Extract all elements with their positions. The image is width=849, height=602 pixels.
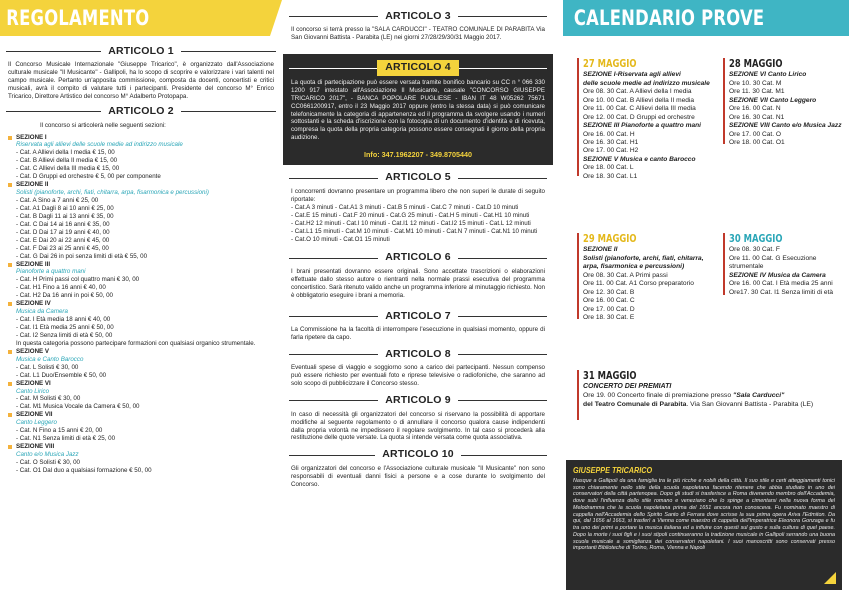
category-item: - Cat. M1 Musica Vocale da Camera € 50, 00 xyxy=(16,403,140,411)
day-section: SEZIONE VI Canto Lirico xyxy=(729,71,807,79)
sezione-block xyxy=(0,134,282,182)
day-section: SEZIONE IV Musica da Camera xyxy=(729,271,826,279)
day-slot: Ore 17. 00 Cat. O xyxy=(729,130,782,138)
articolo-8-heading: ARTICOLO 8 xyxy=(289,348,547,361)
articolo-4-text: La quota di partecipazione può essere versata tramite bonifico bancario su CC n ° 066 330 1200 917 intestato all'Associazione Il Musicante, causale "CONCORSO GIUSEPPE TRICARICO 2017", - BANCA POPOLARE PUGLIESE - IBAN IT 48 W05262 75671 CC0661200917, entro il 23 Maggio 2017 oppure (entro la stessa data) si può comunicare telefonicamente la categoria di appartenenza ed il programma da svolgere usando i numeri sottostanti e la scheda d'iscrizione con la fotocopia di un documento d'identità e di ricevuta, compresa la quota della propria categoria possono essere consegnati il giorno della propria audizione. xyxy=(291,78,545,142)
articolo-5-durations xyxy=(283,204,553,244)
sezione-subtitle: Musica da Camera xyxy=(16,308,68,316)
sezione-subtitle: Musica e Canto Barocco xyxy=(16,355,84,363)
bio-decoration-icon xyxy=(824,572,836,584)
category-item: - Cat. O1 Dal duo a qualsiasi formazione € 50, 00 xyxy=(16,466,152,474)
day-section: Solisti (pianoforte, archi, fiati, chitarra, xyxy=(583,254,704,262)
day-accent-bar xyxy=(577,58,579,176)
day-slot: Ore 08. 30 Cat. A Allievi della I media xyxy=(583,88,692,96)
sezione-title: SEZIONE I xyxy=(16,134,282,142)
day-section: SEZIONE III Pianoforte a quattro mani xyxy=(583,122,701,130)
sezione-subtitle: Canto Lirico xyxy=(16,387,50,395)
articolo-10-text: Gli organizzatori del concorso e l'Associazione culturale musicale "Il Musicante" non sono responsabili di eventuali danni fisici a persone e a cose durante lo svolgimento del Concorso. xyxy=(291,464,545,488)
day-slot: Ore 12. 30 Cat. B xyxy=(583,288,635,296)
articolo-3-heading: ARTICOLO 3 xyxy=(289,10,547,23)
day-slot: Ore 16. 00 Cat. H xyxy=(583,130,635,138)
concerto-address: . Via San Giovanni Battista - Parabita (LE) xyxy=(686,401,814,409)
day-slot: Ore 18. 00 Cat. L xyxy=(583,164,634,172)
day-date: 28 MAGGIO xyxy=(729,58,783,70)
day-accent-bar xyxy=(723,58,725,144)
category-item: - Cat. G Dai 26 in poi senza limiti di età € 55, 00 xyxy=(16,252,148,260)
category-item: - Cat. D Gruppi ed orchestre € 5, 00 per componente xyxy=(16,173,161,181)
day-slot: Ore 10. 30 Cat. M xyxy=(729,79,782,87)
regolamento-title: REGOLAMENTO xyxy=(6,6,150,30)
day-date: 30 MAGGIO xyxy=(729,233,783,245)
sezione-block xyxy=(0,380,282,412)
sezione-title: SEZIONE V xyxy=(16,348,282,356)
day-31-date: 31 MAGGIO xyxy=(583,370,637,382)
sezione-block xyxy=(0,300,282,348)
category-item: - Cat. A Sino a 7 anni € 25, 00 xyxy=(16,197,99,204)
articolo-4-heading: ARTICOLO 4 xyxy=(289,60,547,75)
category-item: - Cat. A Allievi della I media € 15, 00 xyxy=(16,149,115,157)
duration-line: - Cat.L1 15 minuti - Cat.M 10 minuti - Cat.M1 10 minuti - Cat.N 7 minuti - Cat.N1 10 minuti xyxy=(291,227,538,235)
duration-line: - Cat.H2 12 minuti - Cat.I 10 minuti - Cat.I1 12 minuti - Cat.I2 15 minuti - Cat.L 12 minuti xyxy=(291,219,531,227)
articolo-3-text: Il concorso si terrà presso la "SALA CARDUCCI" - TEATRO COMUNALE DI PARABITA Via San Giovanni Battista - Parabita (LE) nei giorni 27/28/29/30/31 Maggio 2017. xyxy=(291,26,545,42)
category-item: - Cat. F Dai 23 ai 25 anni € 45, 00 xyxy=(16,244,109,252)
category-item: - Cat. H1 Fino a 16 anni € 40, 00 xyxy=(16,284,106,292)
articolo-5-text: I concorrenti dovranno presentare un programma libero che non superi le durate di seguito riportate: xyxy=(291,187,545,203)
day-section: arpa, fisarmonica e percussioni) xyxy=(583,263,685,271)
day-section: SEZIONE V Musica e canto Barocco xyxy=(583,155,696,163)
day-slot: Ore 16. 00 Cat. N xyxy=(729,105,781,113)
sezione-title: SEZIONE III xyxy=(16,261,282,269)
articolo-7-text: La Commissione ha la facoltà di interrompere l'esecuzione in qualsiasi momento, oppure di farla ripetere da capo. xyxy=(291,326,545,342)
concerto-venue: "Sala Carducci" xyxy=(733,392,785,400)
day-slot: Ore17. 30 Cat. I1 Senza limiti di età xyxy=(729,288,834,296)
bio-box xyxy=(566,460,842,590)
day-section: SEZIONE VIII Canto e/o Musica Jazz xyxy=(729,122,842,130)
bio-text: Nasque a Gallipoli da una famiglia tra le più ricche e nobili della città. Il suo stile e certi atteggiamenti tonici sono chiaramente nello stile della scuola napoletana facendo ritenere che abbia studiato in uno dei conservatori della città partenopea. Dopo gli studi si trasferisce a Roma divenendo membro dell'Accademia, dove subì l'influenza dello stile romano e veneziano che lo spinge a cimentarsi nella nuova forma del Melodramma che la scuola napoletana prima del 1651 ancora non conosceva. Fu nominato maestro di cappella nell'Accademia dello Spirito Santo di Ferrara dove scrisse la sua prima opera Ariva l'Edmiton. Da qui, dal 1656 al 1663, si trasferì a Vienna come maestro di cappella dell'Imperatrice Eleonora Gonzaga e fu tra uno dei primi a portare la musica italiana ed a influire con questi sul gusto e sulla cultura di quel paese. Dopo la morte i suoi figli e i suoi stipoli continueranno la tradizione musicale in Gallipoli serrando una buona scuola musicale a somiglianza dei conservatori napoletani. I suoi manoscritti sono conservati presso importanti Biblioteche di Torino, Roma, Vienna e Napoli xyxy=(573,477,835,552)
category-item: - Cat. H Primi passi col quattro mani € 30, 00 xyxy=(16,276,140,284)
articolo-9-heading: ARTICOLO 9 xyxy=(289,394,547,407)
day-slot: Ore 18. 30 Cat. E xyxy=(583,313,635,321)
day-slot: Ore 16. 00 Cat. I Età media 25 anni xyxy=(729,280,833,288)
day-slot: strumentale xyxy=(729,263,764,271)
duration-line: - Cat.A 3 minuti - Cat.A1 3 minuti - Cat.B 5 minuti - Cat.C 7 minuti - Cat.D 10 minuti xyxy=(291,203,519,211)
articolo-4-box xyxy=(283,54,553,165)
concerto-line1a: Ore 19. 00 Concerto finale di premiazione presso xyxy=(583,392,733,400)
day-date: 27 MAGGIO xyxy=(583,58,637,70)
sezione-title: SEZIONE II xyxy=(16,181,282,189)
articolo-2-intro: Il concorso si articolerà nelle seguenti sezioni: xyxy=(40,121,166,129)
regolamento-column xyxy=(0,0,282,602)
day-slot: Ore 11. 30 Cat. M1 xyxy=(729,88,785,96)
category-item: - Cat. I2 Senza limiti di età € 50, 00 xyxy=(16,331,113,339)
day-accent-bar xyxy=(577,233,579,319)
sezione-block xyxy=(0,181,282,260)
day-slot: Ore 08. 30 Cat. F xyxy=(729,246,780,254)
articolo-2-heading: ARTICOLO 2 xyxy=(6,105,276,118)
day-section: SEZIONE VII Canto Leggero xyxy=(729,96,817,104)
day-27-maggio xyxy=(577,58,727,181)
category-item: - Cat. L Solisti € 30, 00 xyxy=(16,363,79,371)
sezione-title: SEZIONE VI xyxy=(16,380,282,388)
articolo-6-text: I brani presentati dovranno essere originali. Sono accettate trascrizioni o elaborazioni effettuate dallo stesso autore o rientranti nella normale prassi esecutiva del programma concertistico. Sarà ritenuto valido anche un programma inferiore al minutaggio richiesto. Non è obbligatorio eseguire i brani a memoria. xyxy=(291,267,545,299)
category-item: - Cat. B Dagli 11 ai 13 anni € 35, 00 xyxy=(16,212,114,220)
bio-title: GIUSEPPE TRICARICO xyxy=(573,465,653,475)
category-item: - Cat. H2 Da 16 anni in poi € 50, 00 xyxy=(16,292,113,300)
calendario-title: CALENDARIO PROVE xyxy=(573,6,765,30)
day-slot: Ore 16. 30 Cat. N1 xyxy=(729,113,785,121)
day-slot: Ore 12. 00 Cat. D Gruppi ed orchestre xyxy=(583,113,695,121)
articolo-8-text: Eventuali spese di viaggio e soggiorno sono a carico dei partecipanti. Nessun compenso può essere richiesto per eventuali foto e riprese televisive o radiofoniche, che saranno ad solo scopo di pubblicizzare il Concorso stesso. xyxy=(291,364,545,388)
day-slot: Ore 16. 30 Cat. H1 xyxy=(583,138,639,146)
sezione-subtitle: Canto e/o Musica Jazz xyxy=(16,451,79,458)
day-slot: Ore 16. 00 Cat. C xyxy=(583,297,635,305)
articolo-1-text: Il Concorso Musicale Internazionale "Giuseppe Tricarico", è organizzato dall'Associazione culturale musicale "Il Musicante" - Gallipoli, ha lo scopo di scoprire e valorizzare i vari talenti nel campo musicale. Pertanto un'apposita commissione, composta da docenti, concertisti e critici musicali, avrà il compito di valutare tutti i partecipanti. Presidente del concorso M° Enrico Tricarico, Direttore Artistico del concorso M° Adalberto Protopapa. xyxy=(8,61,274,101)
category-item: - Cat. C Dai 14 ai 16 anni € 35, 00 xyxy=(16,220,110,228)
sezione-title: SEZIONE VIII xyxy=(16,443,282,451)
day-slot: Ore 18. 30 Cat. L1 xyxy=(583,172,638,180)
sections-list xyxy=(0,134,282,475)
day-slot: Ore 08. 30 Cat. A Primi passi xyxy=(583,271,668,279)
articolo-10-heading: ARTICOLO 10 xyxy=(289,448,547,461)
info-phone[interactable]: Info: 347.1962207 - 349.8705440 xyxy=(364,150,472,160)
calendario-column xyxy=(563,0,849,602)
sezione-block xyxy=(0,411,282,443)
calendario-banner xyxy=(563,0,849,36)
day-slot: Ore 11. 00 Cat. G Esecuzione xyxy=(729,254,817,262)
day-slot: Ore 17. 00 Cat. D xyxy=(583,305,635,313)
day-section: SEZIONE I-Riservata agli allievi xyxy=(583,71,681,79)
category-item: - Cat. O Solisti € 30, 00 xyxy=(16,458,80,466)
sezione-subtitle: Solisti (pianoforte, archi, fiati, chitarra, arpa, fisarmonica e percussioni) xyxy=(16,189,209,197)
day-slot: Ore 11. 00 Cat. C Allievi della III media xyxy=(583,105,696,113)
category-item: - Cat. M Solisti € 30, 00 xyxy=(16,395,81,403)
articolo-5-heading: ARTICOLO 5 xyxy=(289,171,547,184)
day-29-maggio xyxy=(577,233,727,322)
sezione-subtitle: Pianoforte a quattro mani xyxy=(16,268,86,276)
sezione-title: SEZIONE VII xyxy=(16,411,282,419)
sezione-block xyxy=(0,261,282,301)
day-slot: Ore 17. 00 Cat. H2 xyxy=(583,147,639,155)
articolo-7-heading: ARTICOLO 7 xyxy=(289,310,547,323)
day-30-maggio xyxy=(723,233,849,297)
sezione-block xyxy=(0,443,282,475)
category-item: - Cat. I Età media 18 anni € 40, 00 xyxy=(16,316,111,324)
day-section: SEZIONE II xyxy=(583,246,618,254)
day-section: delle scuole medie ad indirizzo musicale xyxy=(583,79,710,87)
day-accent-bar xyxy=(723,233,725,295)
regolamento-banner xyxy=(0,0,282,36)
category-item: - Cat. N1 Senza limiti di età € 25, 00 xyxy=(16,435,116,443)
sezione-subtitle: Riservata agli allievi delle scuole medie ad indirizzo musicale xyxy=(16,141,183,149)
concerto-title: CONCERTO DEI PREMIATI xyxy=(583,383,672,391)
concerto-theatre: del Teatro Comunale di Parabita xyxy=(583,401,687,409)
articolo-6-heading: ARTICOLO 6 xyxy=(289,251,547,264)
day-date: 29 MAGGIO xyxy=(583,233,637,245)
articolo-1-heading: ARTICOLO 1 xyxy=(6,45,276,58)
category-item: - Cat. E Dai 20 ai 22 anni € 45, 00 xyxy=(16,236,110,244)
category-item: In questa categoria possono partecipare formazioni con qualsiasi organico strumentale. xyxy=(16,339,256,347)
sezione-block xyxy=(0,348,282,380)
day-slot: Ore 11. 00 Cat. A1 Corso preparatorio xyxy=(583,280,694,288)
day-28-maggio xyxy=(723,58,849,147)
duration-line: - Cat.O 10 minuti - Cat.O1 15 minuti xyxy=(291,235,390,243)
category-item: - Cat. I1 Età media 25 anni € 50, 00 xyxy=(16,324,114,331)
duration-line: - Cat.E 15 minuti - Cat.F 20 minuti - Cat.G 25 minuti - Cat.H 5 minuti - Cat.H1 10 minuti xyxy=(291,211,530,219)
category-item: - Cat. L1 Duo/Ensemble € 50, 00 xyxy=(16,371,107,379)
day-31-maggio xyxy=(577,370,847,410)
category-item: - Cat. N Fino a 15 anni € 20, 00 xyxy=(16,427,103,435)
day-slot: Ore 18. 00 Cat. O1 xyxy=(729,138,785,146)
sezione-subtitle: Canto Leggero xyxy=(16,419,57,427)
articolo-9-text: In caso di necessità gli organizzatori del concorso si riservano la possibilità di apportare modifiche al seguente regolamento o di annullare il concorso qualora cause indipendenti dalla propria volontà ne impedissero il regolare svolgimento. In tal caso si procederà alla restituzione delle quote versate. La quota si intende versata come quota associativa. xyxy=(291,410,545,442)
articoli-column xyxy=(283,0,553,602)
day-slot: Ore 10. 00 Cat. B Allievi della II media xyxy=(583,96,695,104)
category-item: - Cat. A1 Dagli 8 ai 10 anni € 25, 00 xyxy=(16,204,114,212)
sezione-title: SEZIONE IV xyxy=(16,300,282,308)
category-item: - Cat. B Allievi della II media € 15, 00 xyxy=(16,157,118,165)
category-item: - Cat. D Dai 17 ai 19 anni € 40, 00 xyxy=(16,228,110,236)
category-item: - Cat. C Allievi della III media € 15, 00 xyxy=(16,165,120,173)
banner-corner-icon xyxy=(266,0,282,36)
